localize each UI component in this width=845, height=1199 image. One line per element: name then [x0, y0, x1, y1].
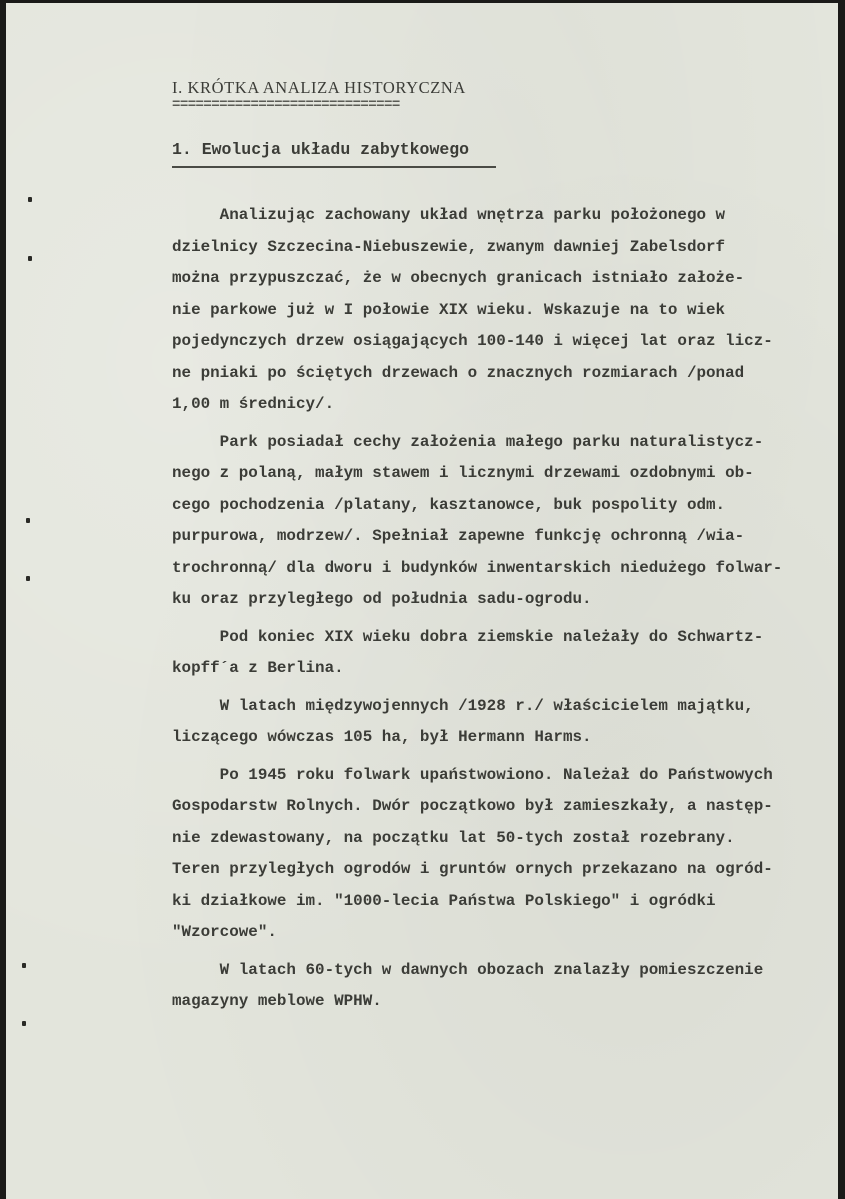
scanned-page	[6, 3, 838, 1199]
text-line: W latach 60-tych w dawnych obozach znalazły pomieszczenie	[172, 960, 764, 979]
text-line: ku oraz przyległego od południa sadu-ogrodu.	[172, 590, 592, 608]
text-line: Gospodarstw Rolnych. Dwór początkowo był zamieszkały, a następ-	[172, 797, 773, 815]
margin-punch-mark	[28, 256, 32, 261]
body-text	[172, 200, 845, 1018]
paragraph	[172, 200, 845, 421]
section-heading-underline	[172, 166, 496, 168]
text-line: kopff´a z Berlina.	[172, 659, 344, 677]
section-heading: 1. Ewolucja układu zabytkowego	[172, 140, 470, 159]
text-line: można przypuszczać, że w obecnych granicach istniało założe-	[172, 269, 745, 287]
text-line: nego z polaną, małym stawem i licznymi drzewami ozdobnymi ob-	[172, 464, 754, 482]
chapter-heading-rule: =============================	[172, 97, 400, 113]
paragraph	[172, 955, 845, 1018]
text-line: Po 1945 roku folwark upaństwowiono. Należał do Państwowych	[172, 765, 773, 784]
text-line: Pod koniec XIX wieku dobra ziemskie należały do Schwartz-	[172, 627, 764, 646]
paragraph	[172, 427, 845, 616]
text-line: ki działkowe im. "1000-lecia Państwa Polskiego" i ogródki	[172, 891, 716, 910]
text-line: nie zdewastowany, na początku lat 50-tych został rozebrany.	[172, 828, 735, 847]
margin-punch-mark	[26, 576, 30, 581]
chapter-heading: I. KRÓTKA ANALIZA HISTORYCZNA	[172, 78, 466, 97]
paragraph	[172, 622, 845, 685]
text-line: nie parkowe już w I połowie XIX wieku. Wskazuje na to wiek	[172, 300, 726, 319]
text-line: pojedynczych drzew osiągających 100-140 i więcej lat oraz licz-	[172, 332, 773, 350]
text-line: liczącego wówczas 105 ha, był Hermann Harms.	[172, 728, 592, 746]
text-line: ne pniaki po ściętych drzewach o znacznych rozmiarach /ponad	[172, 363, 745, 382]
text-line: cego pochodzenia /platany, kasztanowce, buk pospolity odm.	[172, 495, 726, 514]
text-line: 1,00 m średnicy/.	[172, 395, 335, 413]
text-line: dzielnicy Szczecina-Niebuszewie, zwanym dawniej Zabelsdorf	[172, 237, 726, 256]
margin-punch-mark	[22, 963, 26, 968]
text-line: W latach międzywojennych /1928 r./ właścicielem majątku,	[172, 696, 754, 715]
margin-punch-mark	[26, 518, 30, 523]
text-line: trochronną/ dla dworu i budynków inwentarskich niedużego folwar-	[172, 558, 783, 577]
text-line: Analizując zachowany układ wnętrza parku położonego w	[172, 206, 726, 224]
paragraph	[172, 691, 845, 754]
margin-punch-mark	[28, 197, 32, 202]
text-line: magazyny meblowe WPHW.	[172, 992, 382, 1010]
margin-punch-mark	[22, 1021, 26, 1026]
text-line: Park posiadał cechy założenia małego parku naturalistycz-	[172, 432, 764, 451]
text-line: purpurowa, modrzew/. Spełniał zapewne funkcję ochronną /wia-	[172, 527, 745, 545]
text-line: "Wzorcowe".	[172, 923, 277, 941]
text-line: Teren przyległych ogrodów i gruntów ornych przekazano na ogród-	[172, 860, 773, 878]
paragraph	[172, 760, 845, 949]
